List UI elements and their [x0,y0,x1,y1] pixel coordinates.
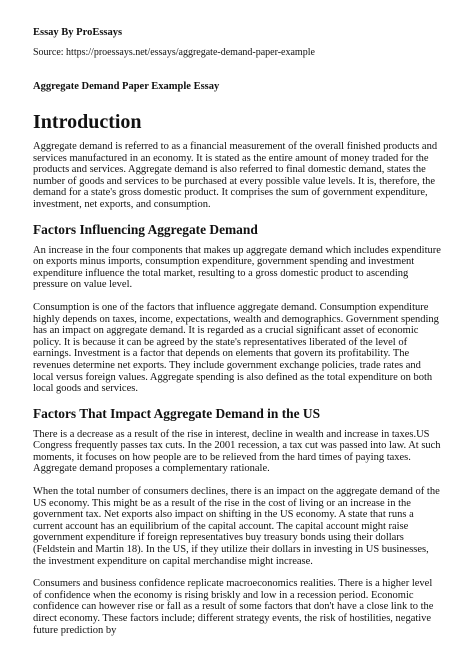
factors-paragraph-2: Consumption is one of the factors that influence aggregate demand. Consumption expenditure highly depends on taxes, income, expectations, wealth and demographics. Government spending has an impact on aggregate demand. It is regarded as a crucial significant asset of economic policy. It is because it can be agreed by the state's representatives liberated of the level of earnings. Investment is a factor that depends on elements that govern its profitability. The revenues determine net exports. They include government exchange policies, trade rates and local versus foreign values. Aggregate spending is also defined as the total expenditure on both local goods and services. [33,301,439,395]
factors-heading: Factors Influencing Aggregate Demand [33,221,258,237]
impact-paragraph-3: Consumers and business confidence replicate macroeconomics realities. There is a higher level of confidence when the economy is rising briskly and low in a recession period. Economic confidence can however rise or fall as a result of some factors that don't have a close link to the direct economy. These factors include; different strategy events, the risk of hostilities, negative future prediction by [33,578,434,636]
introduction-heading: Introduction [33,111,142,133]
impact-paragraph-2: When the total number of consumers declines, there is an impact on the aggregate demand of the US economy. This might be as a result of the rise in the cost of living or an increase in the government tax. Net exports also impact on shifting in the US economy. A state that runs a current account has an equilibrium of the capital account. The capital account might raise government expenditure if foreign representatives buy treasury bonds using their dollars (Feldstein and Martin 18). In the US, if they utilize their dollars in investing in US businesses, the investment expenditure on capital merchandise might increase. [33,486,440,567]
impact-paragraph-1: There is a decrease as a result of the rise in interest, decline in wealth and increase in taxes.US Congress frequently passes tax cuts. In the 2001 recession, a tax cut was passed into law. At such moments, it focuses on how people are to be relieved from the hard times of paying taxes. Aggregate demand proposes a complementary rationale. [33,428,441,475]
introduction-paragraph: Aggregate demand is referred to as a financial measurement of the overall finished products and services manufactured in an economy. It is stated as the entire amount of money traded for the products and services. Aggregate demand is also referred to final domestic demand, states the number of goods and services to be purchased at every possible value levels. It is, therefore, the demand for a state's gross domestic product. It comprises the sum of government expenditure, investment, net exports, and consumption. [33,141,438,210]
site-title: Essay By ProEssays [33,27,123,38]
essay-body [33,110,443,647]
impact-heading: Factors That Impact Aggregate Demand in the US [33,405,321,421]
source-line: Source: https://proessays.net/essays/aggregate-demand-paper-example [33,47,315,58]
essay-title: Aggregate Demand Paper Example Essay [33,81,220,92]
factors-paragraph-1: An increase in the four components that makes up aggregate demand which includes expenditure on exports minus imports, consumption expenditure, government spending and investment expenditure influence the total market, resulting to a gross domestic product to ascending pressure on value level. [33,244,441,291]
